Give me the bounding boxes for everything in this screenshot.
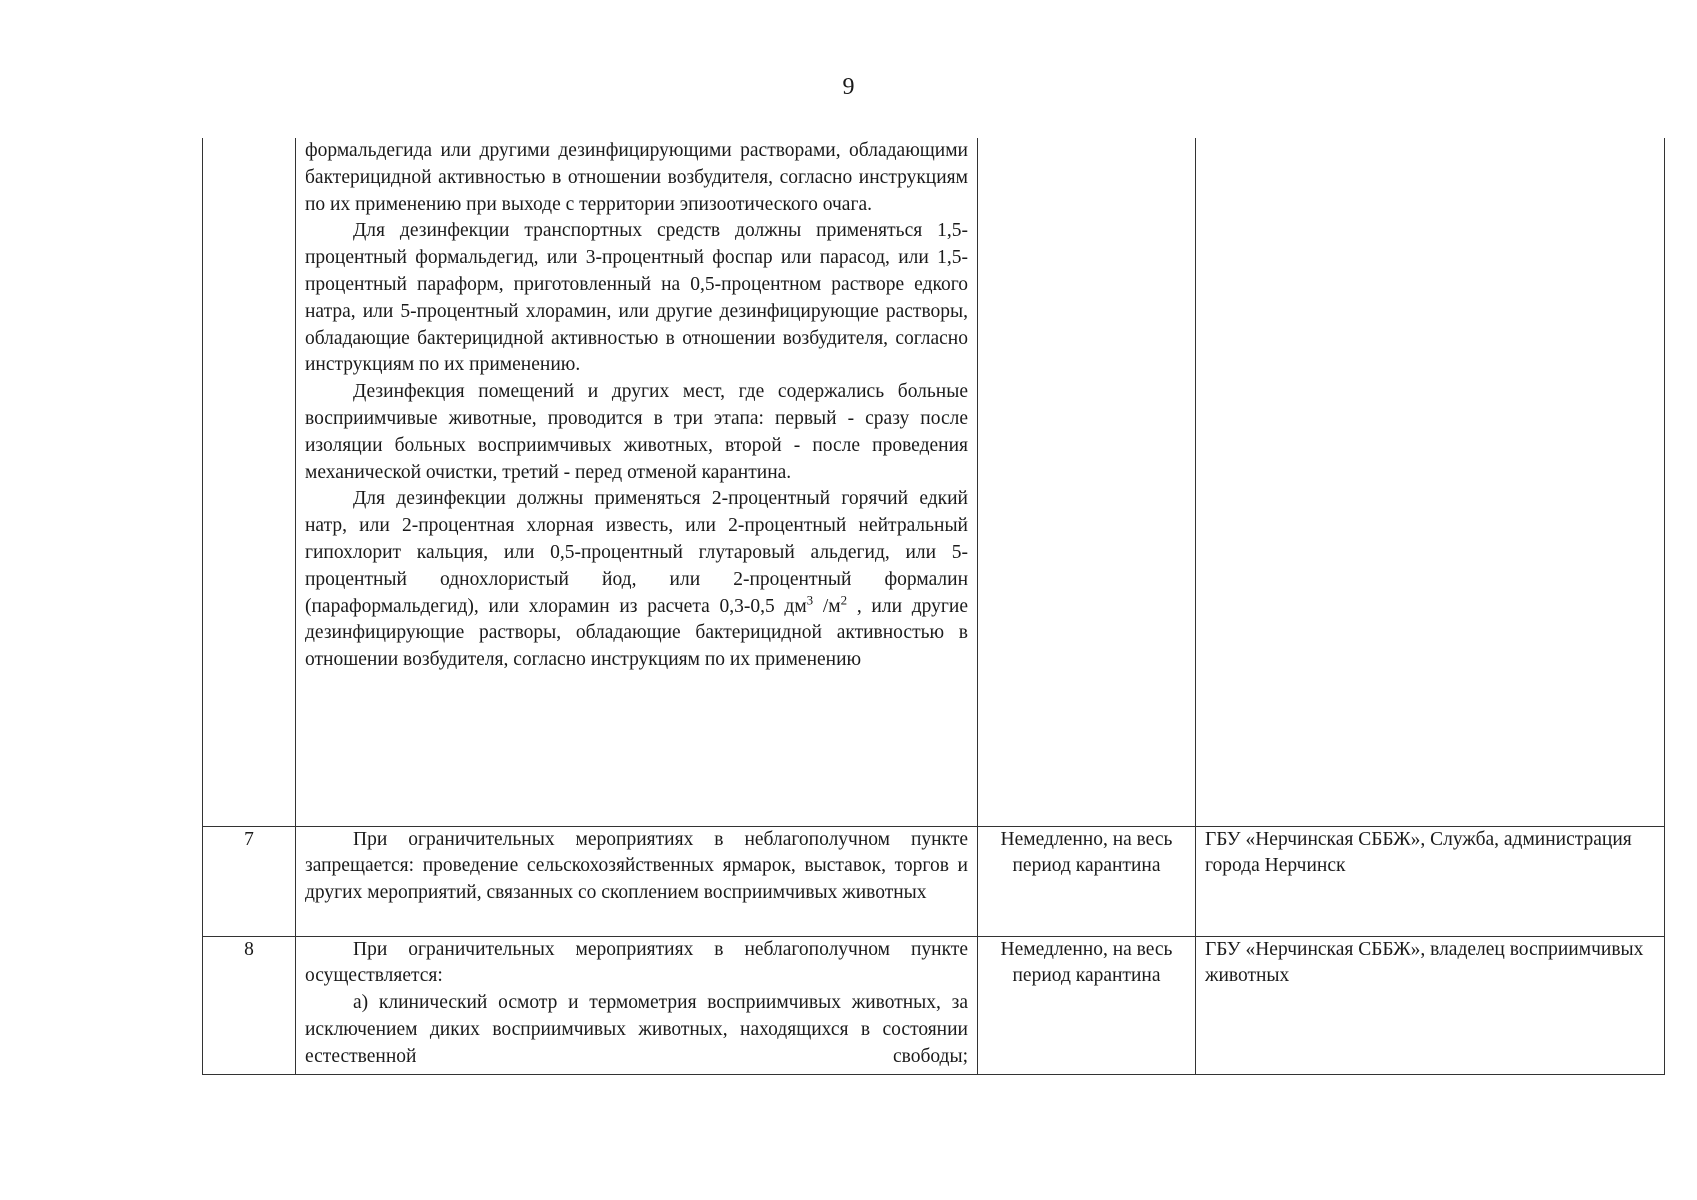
table-row [203, 936, 1665, 1074]
row-number-cell: 8 [203, 936, 296, 1074]
action-cell-content [305, 937, 968, 1073]
responsible-text: ГБУ «Нерчинская СББЖ», Служба, администрация города Нерчинск [1205, 828, 1632, 877]
measures-table [202, 138, 1665, 1075]
term-cell [978, 826, 1196, 936]
term-cell [978, 138, 1196, 826]
formula-text-before: Для дезинфекции должны применяться 2-процентный горячий едкий натр, или 2-процентная хлорная известь, или 2-процентный нейтральный гипохлорит кальция, или 0,5-процентный глутаровый альдегид, или 5-процентный однохлористый йод, или 2-процентный формалин (параформальдегид), или хлорамин из расчета 0,3-0,5 дм [305, 488, 968, 617]
action-paragraph: При ограничительных мероприятиях в неблагополучном пункте запрещается: проведение сельскохозяйственных ярмарок, выставок, торгов и других мероприятий, связанных со скоплением восприимчивых животных [305, 828, 968, 904]
action-cell [296, 138, 978, 826]
responsible-text: ГБУ «Нерчинская СББЖ», владелец восприимчивых животных [1205, 938, 1644, 987]
superscript-three: 3 [806, 592, 814, 608]
formula-text-after: , или другие дезинфицирующие растворы, обладающие бактерицидной активностью в отношении возбудителя, согласно инструкциям по их применению [305, 595, 968, 671]
responsible-cell [1196, 826, 1665, 936]
action-cell [296, 936, 978, 1074]
responsible-cell [1196, 138, 1665, 826]
term-text: Немедленно, на весь период карантина [1000, 828, 1173, 877]
action-paragraph: Для дезинфекции транспортных средств должны применяться 1,5-процентный формальдегид, или 3-процентный фоспар или парасод, или 1,5-процентный параформ, приготовленный на 0,5-процентном растворе едкого натра, или 5-процентный хлорамин, или другие дезинфицирующие растворы, обладающие бактерицидной активностью в отношении возбудителя, согласно инструкциям по их применению. [305, 220, 968, 376]
term-text: Немедленно, на весь период карантина [1000, 938, 1173, 987]
superscript-two: 2 [840, 592, 848, 608]
responsible-cell [1196, 936, 1665, 1074]
action-paragraph: формальдегида или другими дезинфицирующими растворами, обладающими бактерицидной активностью в отношении возбудителя, согласно инструкциям по их применению при выходе с территории эпизоотического очага. [305, 140, 968, 215]
row-number-cell: 7 [203, 826, 296, 936]
action-paragraph: При ограничительных мероприятиях в неблагополучном пункте осуществляется: [305, 938, 968, 987]
term-cell [978, 936, 1196, 1074]
row-number-cell [203, 138, 296, 826]
page-number: 9 [842, 74, 855, 100]
formula-unit: /м [813, 595, 841, 617]
action-cell [296, 826, 978, 936]
action-paragraph: Дезинфекция помещений и других мест, где содержались больные восприимчивые животные, проводится в три этапа: первый - сразу после изоляции больных восприимчивых животных, второй - после проведения механической очистки, третий - перед отменой карантина. [305, 381, 968, 483]
table-row [203, 826, 1665, 936]
action-paragraph: а) клинический осмотр и термометрия восприимчивых животных, за исключением диких восприимчивых животных, находящихся в состоянии естественной свободы; [305, 992, 968, 1067]
table-row-continuation [203, 138, 1665, 826]
action-paragraph-formula [305, 486, 968, 674]
